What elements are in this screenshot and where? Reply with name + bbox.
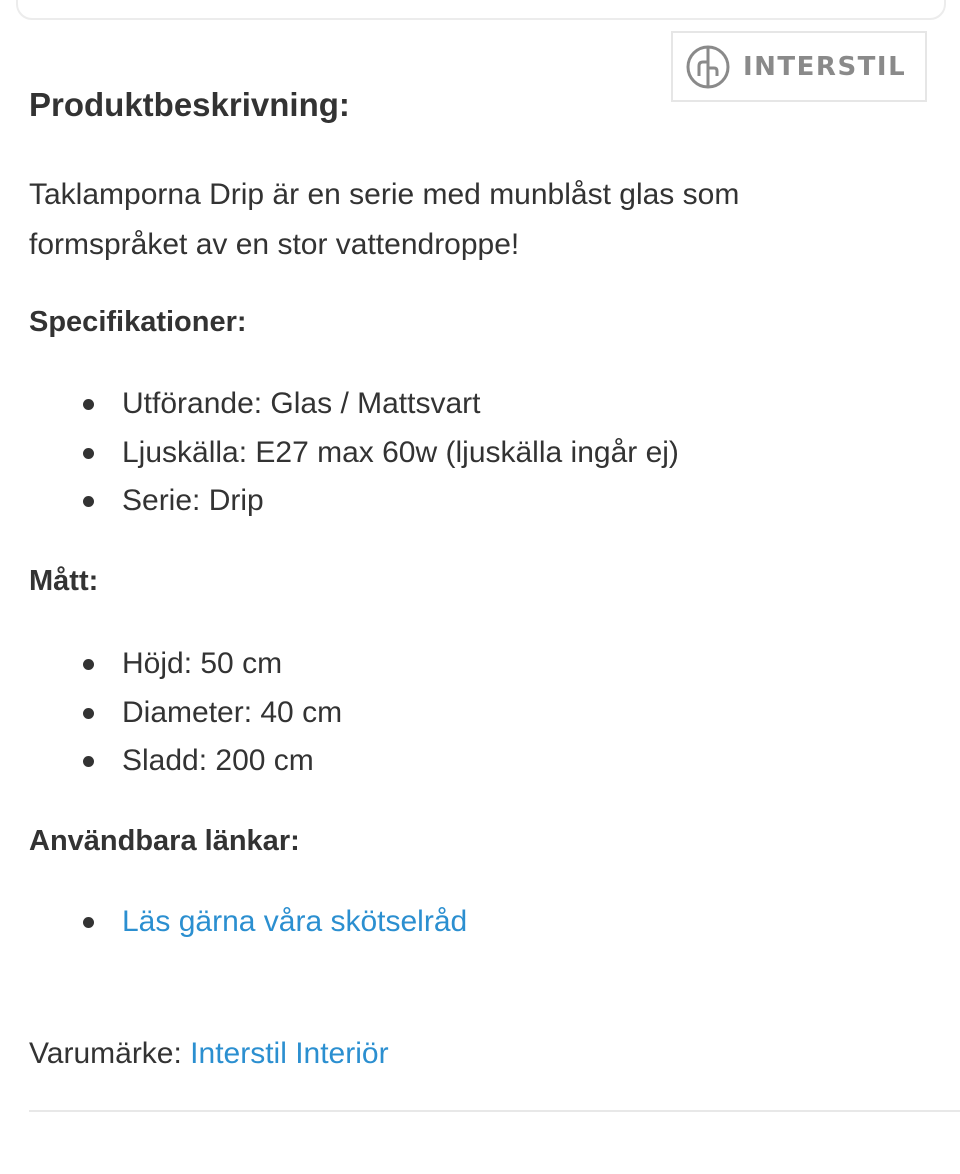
specifications-list xyxy=(29,380,679,526)
dimensions-heading: Mått: xyxy=(29,565,99,597)
list-item xyxy=(29,640,342,689)
previous-section-card xyxy=(16,0,946,20)
list-item-text: Ljuskälla: E27 max 60w (ljuskälla ingår ej) xyxy=(122,435,679,469)
divider xyxy=(29,1110,960,1112)
list-item xyxy=(29,689,342,738)
list-item-text: Diameter: 40 cm xyxy=(122,695,343,729)
list-item-text: Höjd: 50 cm xyxy=(122,647,283,680)
bullet-icon xyxy=(83,917,94,928)
list-item-text: Serie: Drip xyxy=(122,484,264,517)
useful-links-list xyxy=(29,898,467,947)
bullet-icon xyxy=(83,756,94,767)
description-heading: Produktbeskrivning: xyxy=(29,86,350,123)
bullet-icon xyxy=(83,399,94,410)
care-advice-link[interactable]: Läs gärna våra skötselråd xyxy=(122,905,468,938)
list-item xyxy=(29,477,679,526)
bullet-icon xyxy=(83,659,94,670)
interstil-circle-logo-icon xyxy=(685,44,731,90)
list-item xyxy=(29,737,342,786)
brand-label: Varumärke: xyxy=(29,1037,182,1070)
bullet-icon xyxy=(83,448,94,459)
brand-logo[interactable] xyxy=(671,31,927,102)
list-item xyxy=(29,429,679,478)
list-item xyxy=(29,380,679,429)
useful-links-heading: Användbara länkar: xyxy=(29,825,300,857)
brand-link[interactable]: Interstil Interiör xyxy=(190,1037,389,1070)
brand-line xyxy=(29,1030,389,1078)
dimensions-list xyxy=(29,640,342,786)
specifications-heading: Specifikationer: xyxy=(29,306,247,338)
bullet-icon xyxy=(83,496,94,507)
brand-logo-text: INTERSTIL xyxy=(743,51,907,82)
list-item-text: Utförande: Glas / Mattsvart xyxy=(122,387,481,420)
bullet-icon xyxy=(83,708,94,719)
description-text: Taklamporna Drip är en serie med munblåst glas som formspråket av en stor vattendroppe! xyxy=(29,178,740,261)
list-item xyxy=(29,898,467,947)
list-item-text: Sladd: 200 cm xyxy=(122,744,314,777)
